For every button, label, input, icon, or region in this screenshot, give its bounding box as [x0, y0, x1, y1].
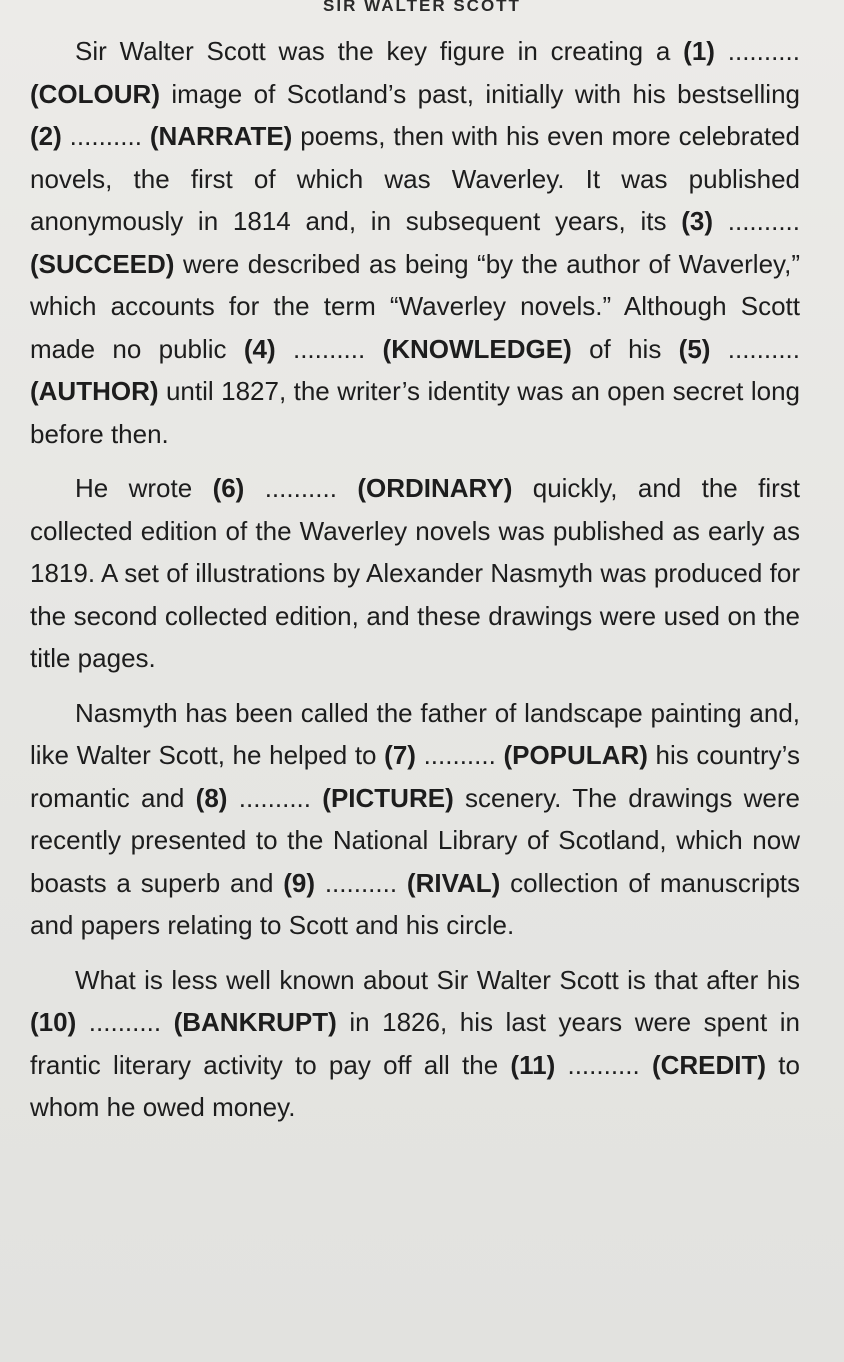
text-segment: quickly, and the first collected edition of the Waverley novels was published as early as 1819. A set of illustrations by Alexander Nasmyth was produced for the second collected edition, and these drawings were used on the title pages.	[30, 473, 801, 673]
gap-marker: (7)	[384, 740, 416, 770]
gap-marker: (POPULAR)	[503, 740, 648, 770]
text-segment: Nasmyth has been called the father of landscape painting and, like Walter Scott, he helped to	[30, 697, 800, 770]
text-segment: ..........	[713, 206, 800, 236]
text-segment: ..........	[714, 36, 800, 66]
text-segment: in 1826, his last years were spent in frantic literary activity to pay off all the	[30, 1007, 800, 1080]
text-segment: Sir Walter Scott was the key figure in creating a	[75, 36, 684, 66]
gap-marker: (AUTHOR)	[30, 376, 159, 406]
text-segment: ..........	[76, 1007, 174, 1037]
paragraph-3	[30, 692, 800, 947]
text-segment: ..........	[61, 121, 150, 151]
gap-marker: (COLOUR)	[30, 78, 160, 109]
text-segment: his country’s romantic and	[30, 740, 800, 813]
gap-marker: (SUCCEED)	[30, 248, 175, 279]
paragraph-1	[30, 30, 800, 455]
text-segment: ..........	[227, 782, 323, 813]
gap-marker: (RIVAL)	[406, 867, 501, 898]
text-segment: What is less well known about Sir Walter Scott is that after his	[75, 964, 800, 995]
text-segment: collection of manuscripts and papers relating to Scott and his circle.	[30, 867, 800, 940]
text-segment: ..........	[315, 867, 407, 898]
gap-marker: (2)	[30, 121, 62, 151]
text-segment: until 1827, the writer’s identity was an open secret long before then.	[30, 376, 800, 449]
gap-marker: (9)	[283, 867, 316, 898]
gap-marker: (8)	[195, 782, 228, 813]
gap-marker: (ORDINARY)	[357, 473, 513, 503]
text-segment: He wrote	[75, 473, 213, 503]
text-segment: ..........	[710, 333, 800, 364]
gap-marker: (PICTURE)	[322, 782, 454, 813]
gap-marker: (4)	[243, 333, 276, 364]
gap-marker: (10)	[30, 1007, 77, 1037]
gap-marker: (5)	[678, 333, 711, 364]
text-segment: poems, then with his even more celebrated novels, the first of which was Waverley. It was published anonymously in 1814 and, in subsequent years, its	[30, 121, 801, 236]
gap-marker: (6)	[212, 473, 245, 503]
gap-marker: (11)	[510, 1049, 556, 1080]
text-segment: were described as being “by the author of Waverley,” which accounts for the term “Waverley novels.” Although Scott made no public	[30, 248, 800, 364]
gap-marker: (3)	[681, 206, 714, 236]
gap-marker: (CREDIT)	[651, 1049, 767, 1080]
text-segment: ..........	[275, 333, 383, 364]
gap-marker: (1)	[683, 36, 715, 66]
text-segment: of his	[571, 333, 679, 364]
page-header: SIR WALTER SCOTT	[323, 0, 521, 15]
gap-marker: (KNOWLEDGE)	[382, 333, 572, 364]
text-segment: scenery. The drawings were recently presented to the National Library of Scotland, which now boasts a superb and	[30, 782, 800, 898]
paragraph-4	[30, 959, 800, 1129]
gap-marker: (BANKRUPT)	[173, 1007, 337, 1037]
text-body	[30, 30, 800, 1141]
text-segment: image of Scotland’s past, initially with his bestselling	[159, 78, 800, 109]
gap-marker: (NARRATE)	[149, 121, 293, 151]
text-segment: ..........	[555, 1049, 652, 1080]
paragraph-2	[30, 467, 800, 680]
text-segment: ..........	[244, 473, 358, 503]
text-segment: to whom he owed money.	[30, 1049, 800, 1122]
text-segment: ..........	[415, 740, 504, 770]
